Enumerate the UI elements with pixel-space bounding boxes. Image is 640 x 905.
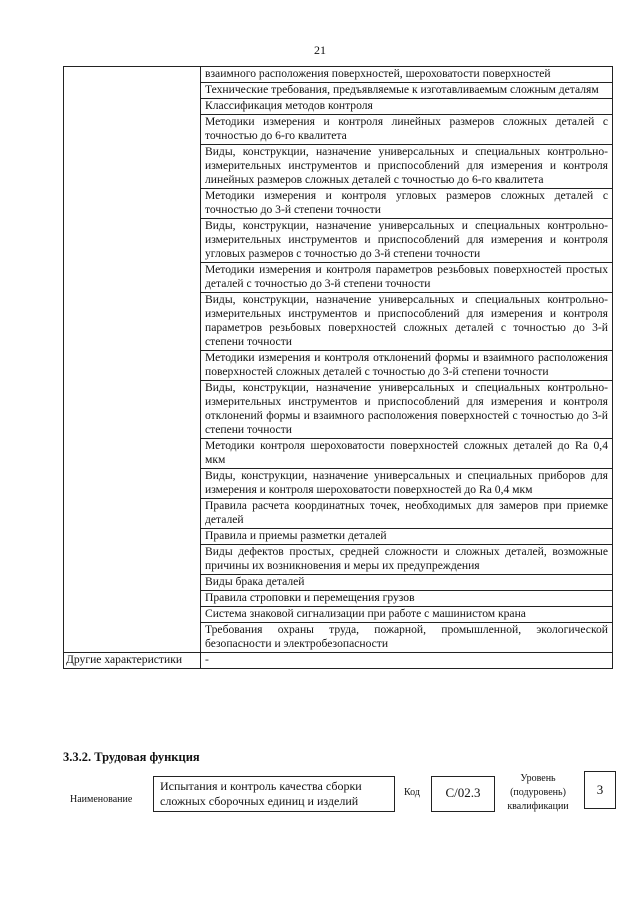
knowledge-item: Виды, конструкции, назначение универсальных и специальных контрольно-измерительных инструментов и приспособлений для измерения и контроля отклонений формы и взаимного расположения поверхностей с точностью до 3-й степени точности: [201, 381, 613, 439]
code-box: С/02.3: [431, 776, 495, 812]
knowledge-item: Виды брака деталей: [201, 575, 613, 591]
function-name-box: Испытания и контроль качества сборки сложных сборочных единиц и изделий: [153, 776, 395, 812]
knowledge-item: Методики измерения и контроля параметров резьбовых поверхностей простых деталей с точностью до 3-й степени точности: [201, 263, 613, 293]
knowledge-item: Система знаковой сигнализации при работе с машинистом крана: [201, 607, 613, 623]
code-label: Код: [404, 787, 420, 798]
knowledge-item: Виды, конструкции, назначение универсальных и специальных контрольно-измерительных инструментов и приспособлений для измерения и контроля параметров резьбовых поверхностей сложных деталей с точностью до 3-й степени точности: [201, 293, 613, 351]
knowledge-item: Классификация методов контроля: [201, 99, 613, 115]
knowledge-item: Технические требования, предъявляемые к изготавливаемым сложным деталям: [201, 83, 613, 99]
qualification-level-label: Уровень (подуровень) квалификации: [507, 773, 569, 812]
page-number: 21: [314, 43, 326, 57]
table-row: [64, 67, 613, 83]
knowledge-item: Виды дефектов простых, средней сложности и сложных деталей, возможные причины их возникновения и меры их предупреждения: [201, 545, 613, 575]
knowledge-item: Методики измерения и контроля отклонений формы и взаимного расположения поверхностей сложных деталей с точностью до 3-й степени точности: [201, 351, 613, 381]
other-characteristics-value: -: [201, 653, 613, 669]
knowledge-item: Правила расчета координатных точек, необходимых для замеров при приемке деталей: [201, 499, 613, 529]
knowledge-item: Виды, конструкции, назначение универсальных и специальных контрольно-измерительных инструментов и приспособлений для измерения и контроля угловых размеров с точностью до 3-й степени точности: [201, 219, 613, 263]
knowledge-item: Виды, конструкции, назначение универсальных и специальных контрольно-измерительных инструментов и приспособлений для измерения и контроля линейных размеров сложных деталей с точностью до 6-го квалитета: [201, 145, 613, 189]
knowledge-item: Правила и приемы разметки деталей: [201, 529, 613, 545]
name-label: Наименование: [70, 794, 133, 805]
knowledge-table: [63, 66, 613, 669]
knowledge-item: Правила строповки и перемещения грузов: [201, 591, 613, 607]
knowledge-item: Методики контроля шероховатости поверхностей сложных деталей до Ra 0,4 мкм: [201, 439, 613, 469]
knowledge-item: Требования охраны труда, пожарной, промышленной, экологической безопасности и электробезопасности: [201, 623, 613, 653]
section-heading: 3.3.2. Трудовая функция: [63, 750, 200, 764]
qualification-level-box: 3: [584, 771, 616, 809]
other-characteristics-label: Другие характеристики: [64, 653, 201, 669]
knowledge-item: Методики измерения и контроля линейных размеров сложных деталей с точностью до 6-го квалитета: [201, 115, 613, 145]
knowledge-item: Методики измерения и контроля угловых размеров сложных деталей с точностью до 3-й степени точности: [201, 189, 613, 219]
other-characteristics-row: [64, 653, 613, 669]
knowledge-item: Виды, конструкции, назначение универсальных и специальных приборов для измерения и контроля шероховатости поверхностей до Ra 0,4 мкм: [201, 469, 613, 499]
knowledge-item: взаимного расположения поверхностей, шероховатости поверхностей: [201, 67, 613, 83]
knowledge-label-cell: [64, 67, 201, 653]
